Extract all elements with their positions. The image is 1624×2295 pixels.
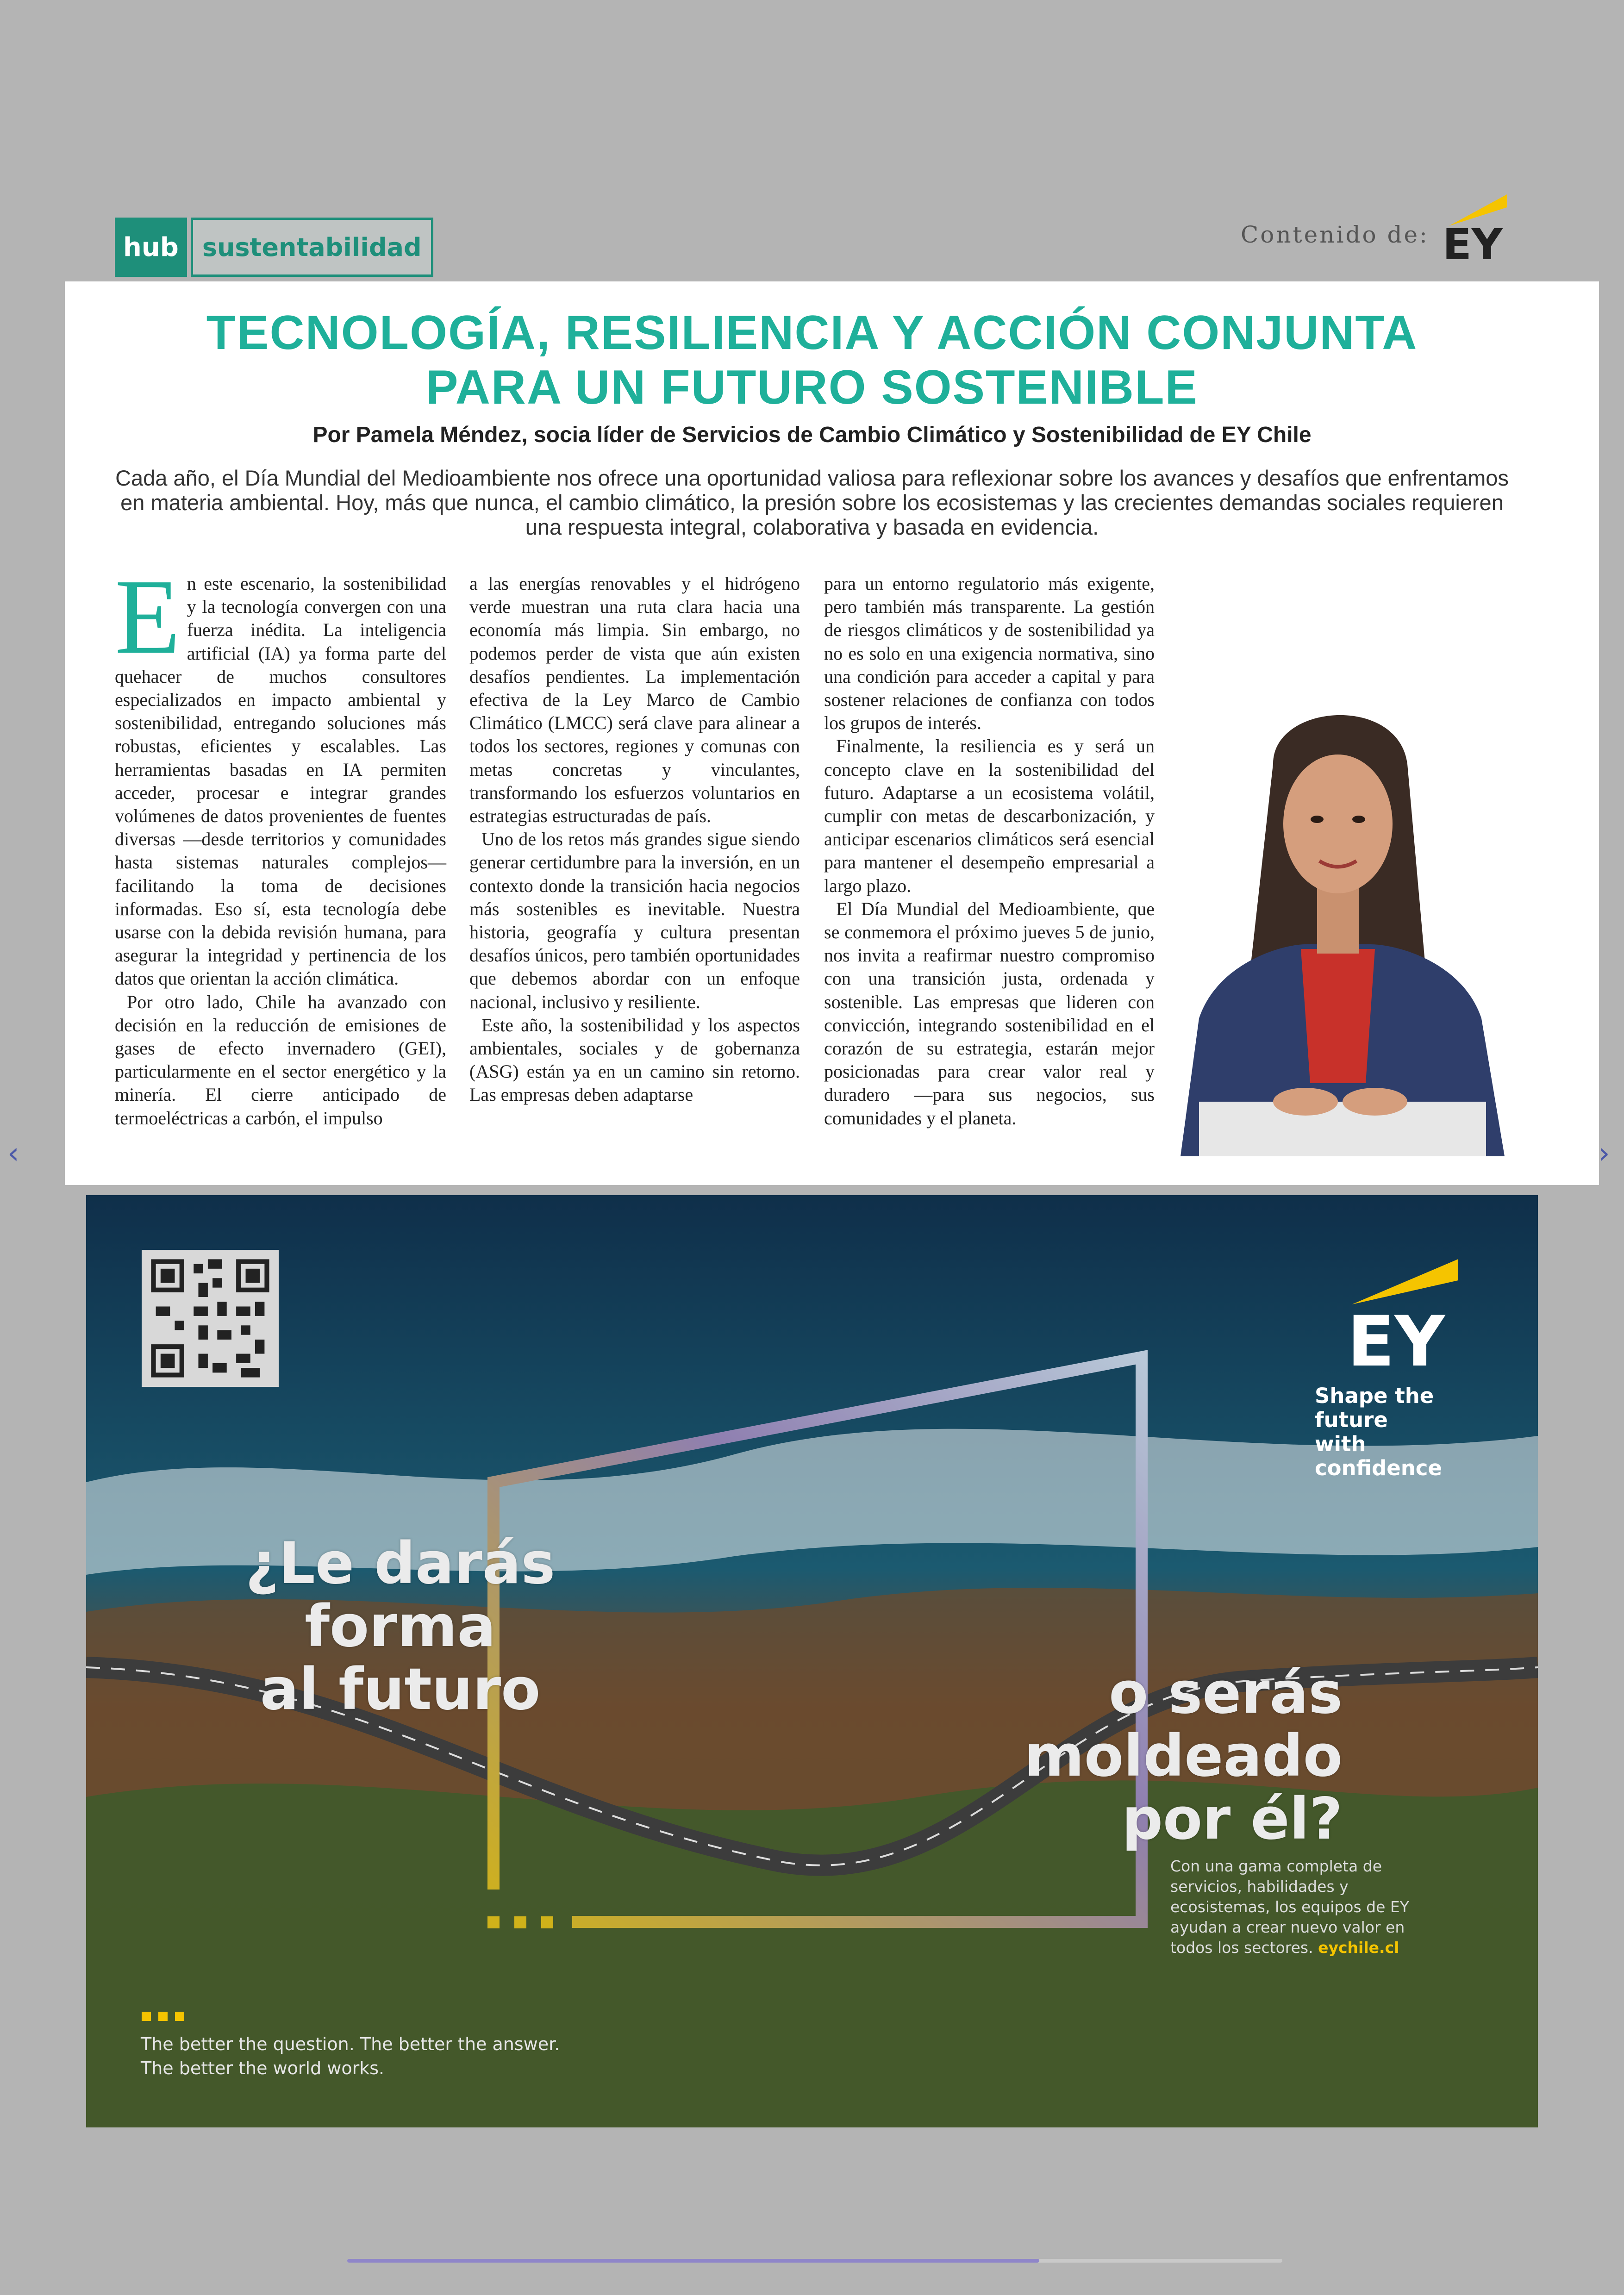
article-column-3 [824,572,1155,1130]
tagline-line-2: with confidence [1315,1432,1442,1480]
headline-line-2: PARA UN FUTURO SOSTENIBLE [426,361,1198,414]
paragraph: a las energías renovables y el hidrógeno verde muestran una ruta clara hacia una economía más limpia. Sin embargo, no podemos perder de vista que aún existen desafíos pendientes. La implementación efectiva de la Ley Marco de Cambio Climático (LMCC) será clave para alinear a todos los sectores, regiones y comunas con metas concretas y vinculantes, transformando los esfuerzos voluntarios en estrategias estructuradas de país. [469,573,800,827]
page-progress-bar[interactable] [347,2259,1282,2263]
ey-logo-text: EY [1443,220,1503,264]
ad-question-right [1018,1662,1343,1851]
author-portrait [1167,685,1509,1156]
ad-link[interactable]: eychile.cl [1318,1939,1399,1957]
previous-page-arrow-icon[interactable]: ‹ [7,1136,19,1171]
tagline-line-1: Shape the future [1315,1384,1434,1432]
article-column-1 [115,557,446,1130]
headline-line-1: TECNOLOGÍA, RESILIENCIA Y ACCIÓN CONJUNTA [206,306,1418,360]
question-right-line-1: o serás [1109,1660,1343,1727]
ad-dots [142,2012,192,2023]
page-progress-fill [347,2259,1039,2263]
dropcap: E [115,557,181,676]
ey-ad-logo-icon [1333,1250,1463,1370]
paragraph: Este año, la sostenibilidad y los aspectos ambientales, sociales y de gobernanza (ASG) están ya en un camino sin retorno. Las empresas deben adaptarse [469,1014,800,1105]
ad-footer [141,2032,560,2080]
paragraph: Uno de los retos más grandes sigue siendo generar certidumbre para la inversión, en un contexto donde la transición hacia negocios más sostenibles es inevitable. Nuestra historia, geografía y cultura presentan desafíos únicos, pero también oportunidades que debemos abordar con un enfoque nacional, inclusivo y resiliente. [469,829,800,1012]
hub-sustentabilidad-logo [115,218,433,277]
paragraph: Finalmente, la resiliencia es y será un concepto clave en la sostenibilidad del futuro. Adaptarse a un ecosistema volátil, cumplir con metas de descarbonización, y anticipar escenarios climáticos será esencial para mantener el desempeño empresarial a largo plazo. [824,736,1155,896]
ad-body-text: Con una gama completa de servicios, habilidades y ecosistemas, los equipos de EY ayudan a crear nuevo valor en todos los sectores. eychile.cl [1170,1857,1409,1957]
next-page-arrow-icon[interactable]: › [1598,1136,1610,1171]
hub-label: hub [115,218,187,277]
paragraph: En este escenario, la sostenibilidad y la tecnología convergen con una fuerza inédita. La inteligencia artificial (IA) ya forma parte del quehacer de muchos consultores especializados en impacto ambiental y sostenibilidad, entregando soluciones más robustas, eficientes y escalables. Las herramientas basadas en IA permiten acceder, procesar e integrar grandes volúmenes de datos provenientes de fuentes diversas —desde territorios y comunidades hasta sistemas naturales complejos— facilitando la toma de decisiones informadas. Eso sí, esta tecnología debe usarse con la debida revisión humana, para asegurar la integridad y pertinencia de los datos que orientan la acción climática. [115,557,446,989]
article-column-2 [469,572,800,1107]
ey-logo-icon [1440,194,1509,264]
question-right-line-2: moldeado [1024,1723,1343,1790]
question-left-line-3: al futuro [260,1656,541,1723]
ey-ad-logo-text: EY [1347,1302,1445,1370]
article-headline [0,306,1624,415]
ad-tagline [1315,1384,1500,1480]
sponsor-label: Contenido de: [1241,221,1429,248]
section-label: sustentabilidad [191,218,433,277]
paragraph: para un entorno regulatorio más exigente, pero también más transparente. La gestión de riesgos climáticos y de sostenibilidad ya no es solo en una exigencia normativa, sino una condición para acceder a capital y para sostener relaciones de confianza con todos los grupos de interés. [824,573,1155,734]
paragraph: El Día Mundial del Medioambiente, que se conmemora el próximo jueves 5 de junio, nos invita a reafirmar nuestro compromiso con una transición justa, ordenada y sostenible. Las empresas que lideren con convicción, integrando sostenibilidad en el corazón de su estrategia, estarán mejor posicionadas para crear valor real y duradero —para sus negocios, sus comunidades y el planeta. [824,898,1155,1129]
ad-footer-line-1: The better the question. The better the answer. [141,2034,560,2054]
article-byline: Por Pamela Méndez, socia líder de Servicios de Cambio Climático y Sostenibilidad de EY Chile [312,423,1312,447]
question-right-line-3: por él? [1122,1786,1343,1852]
article-lede: Cada año, el Día Mundial del Medioambiente nos ofrece una oportunidad valiosa para reflexionar sobre los avances y desafíos que enfrentamos en materia ambiental. Hoy, más que nunca, el cambio climático, la presión sobre los ecosistemas y las crecientes demandas sociales requieren una respuesta integral, colaborativa y basada en evidencia. [115,466,1509,539]
question-left-line-2: forma [305,1593,496,1660]
qr-code[interactable] [142,1250,279,1387]
question-left-line-1: ¿Le darás [245,1530,556,1597]
ad-question-left [245,1532,555,1721]
ad-footer-line-2: The better the world works. [141,2058,385,2078]
paragraph: Por otro lado, Chile ha avanzado con decisión en la reducción de emisiones de gases de efecto invernadero (GEI), particularmente en el sector energético y la minería. El cierre anticipado de termoeléctricas a carbón, el impulso [115,991,446,1129]
